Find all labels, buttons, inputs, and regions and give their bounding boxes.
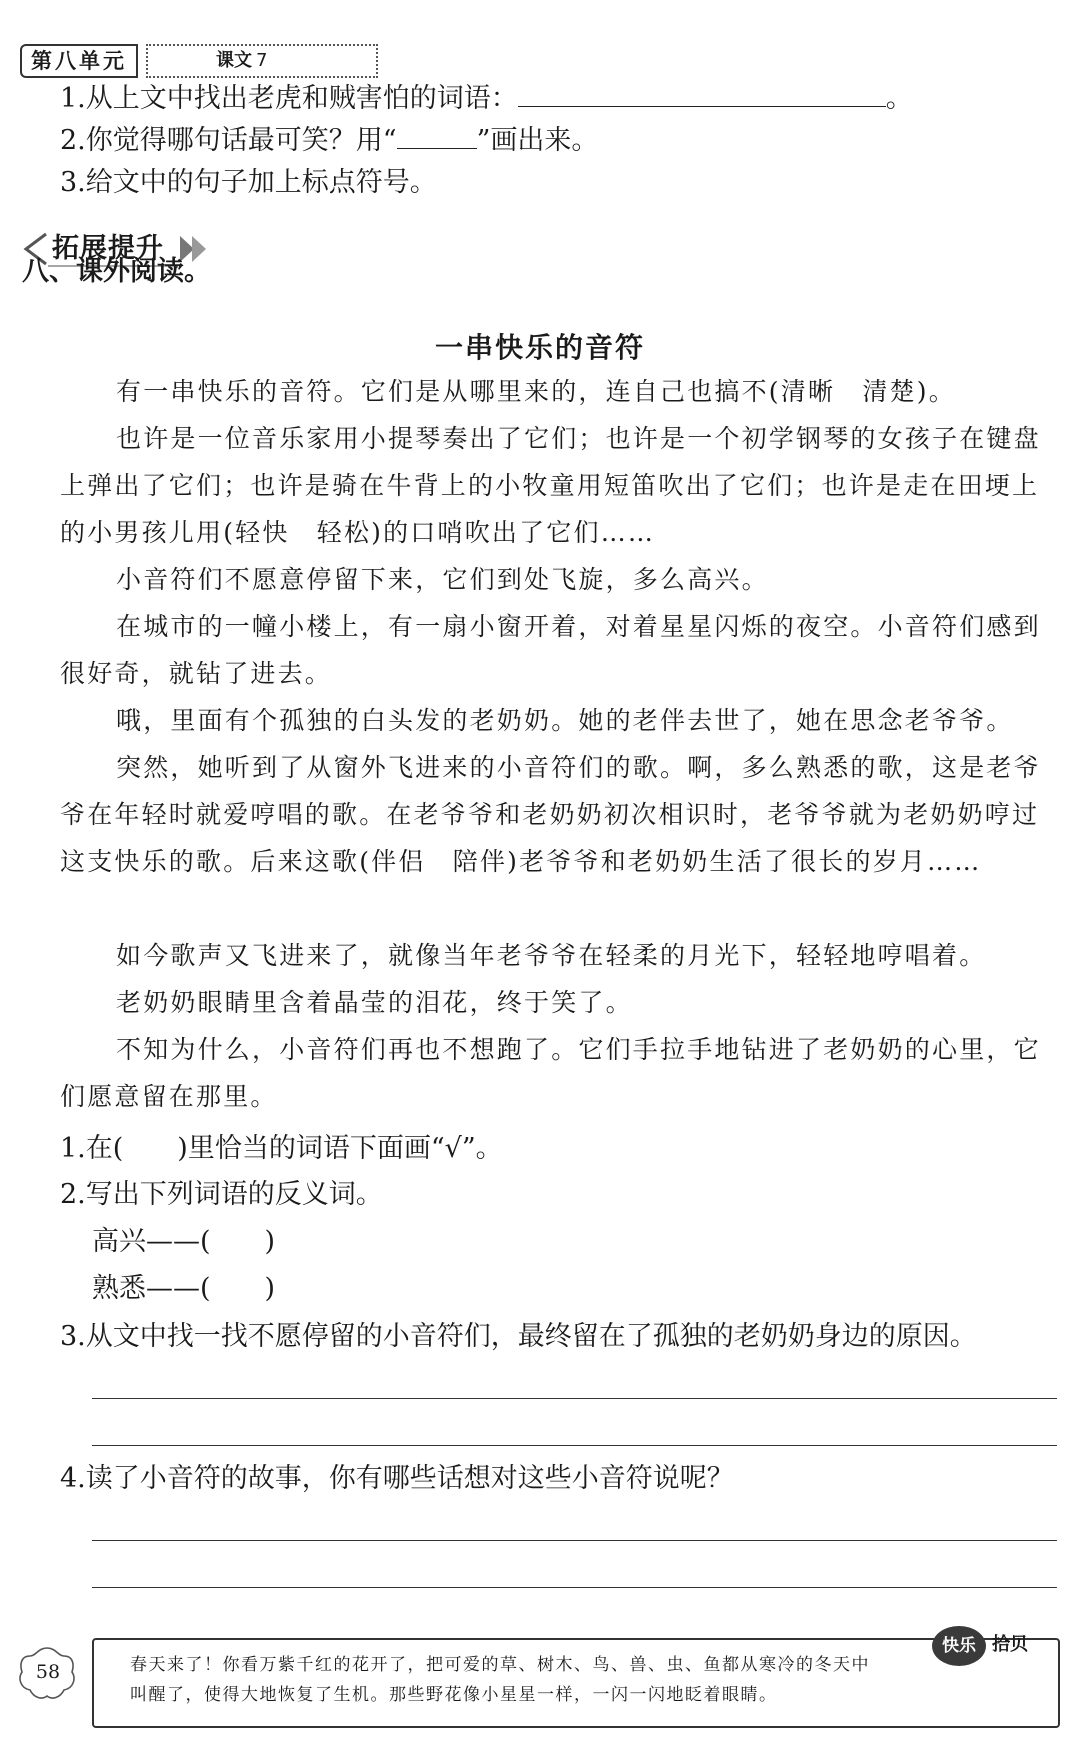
page-number: 58 bbox=[35, 1661, 61, 1683]
underline-sample bbox=[397, 148, 477, 149]
unit-label: 第八单元 bbox=[20, 44, 138, 78]
section-heading: 八、课外阅读。 bbox=[22, 256, 211, 287]
lesson-number: 7 bbox=[256, 50, 268, 71]
antonym-item[interactable]: 高兴——( ) bbox=[92, 1226, 276, 1257]
passage-title: 一串快乐的音符 bbox=[434, 331, 645, 364]
prev-question-1: 1.从上文中找出老虎和贼害怕的词语： 。 bbox=[60, 83, 913, 114]
question-4: 4.读了小音符的故事，你有哪些话想对这些小音符说呢？ bbox=[60, 1463, 734, 1494]
antonym-item[interactable]: 熟悉——( ) bbox=[92, 1273, 276, 1304]
section-tag-label: 拓展提升 bbox=[52, 233, 164, 264]
passage-paragraph: 如今歌声又飞进来了，就像当年老爷爷在轻柔的月光下，轻轻地哼唱着。 bbox=[116, 941, 987, 970]
tip-line: 春天来了！你看万紫千红的花开了，把可爱的草、树木、鸟、兽、虫、鱼都从寒冷的冬天中 bbox=[130, 1655, 870, 1675]
answer-line[interactable] bbox=[92, 1445, 1057, 1446]
passage-paragraph: 不知为什么，小音符们再也不想跑了。它们手拉手地钻进了老奶奶的心里，它们愿意留在那里。 bbox=[60, 1035, 1041, 1111]
prev-question-3: 3.给文中的句子加上标点符号。 bbox=[60, 167, 437, 198]
passage-paragraph: 哦，里面有个孤独的白头发的老奶奶。她的老伴去世了，她在思念老爷爷。 bbox=[116, 706, 1014, 735]
passage-paragraph: 有一串快乐的音符。它们是从哪里来的，连自己也搞不(清晰 清楚)。 bbox=[116, 377, 956, 406]
passage-paragraph: 在城市的一幢小楼上，有一扇小窗开着，对着星星闪烁的夜空。小音符们感到很好奇，就钻了进去。 bbox=[60, 612, 1041, 688]
tip-text bbox=[130, 1650, 970, 1710]
question-1: 1.在( )里恰当的词语下面画“√”。 bbox=[60, 1133, 503, 1164]
tip-line: 叫醒了，使得大地恢复了生机。那些野花像小星星一样，一闪一闪地眨着眼睛。 bbox=[130, 1685, 778, 1705]
answer-line[interactable] bbox=[92, 1398, 1057, 1399]
passage-paragraph: 小音符们不愿意停留下来，它们到处飞旋，多么高兴。 bbox=[116, 565, 769, 594]
tip-badge-label: 拾贝 bbox=[992, 1634, 1028, 1655]
question-3: 3.从文中找一找不愿停留的小音符们，最终留在了孤独的老奶奶身边的原因。 bbox=[60, 1321, 977, 1352]
passage-paragraph: 老奶奶眼睛里含着晶莹的泪花，终于笑了。 bbox=[116, 988, 633, 1017]
passage-paragraph: 也许是一位音乐家用小提琴奏出了它们；也许是一个初学钢琴的女孩子在键盘上弹出了它们；也许是骑在牛背上的小牧童用短笛吹出了它们；也许是走在田埂上的小男孩儿用(轻快 轻松)的口哨吹出了它们…… bbox=[60, 424, 1041, 547]
answer-blank[interactable] bbox=[518, 106, 886, 107]
answer-line[interactable] bbox=[92, 1540, 1057, 1541]
answer-line[interactable] bbox=[92, 1587, 1057, 1588]
lesson-word: 课文 bbox=[216, 50, 252, 71]
prev-question-2: 2.你觉得哪句话最可笑？用“ ”画出来。 bbox=[60, 125, 599, 156]
tip-badge: 快乐 bbox=[932, 1626, 986, 1666]
passage-paragraph: 突然，她听到了从窗外飞进来的小音符们的歌。啊，多么熟悉的歌，这是老爷爷在年轻时就爱哼唱的歌。在老爷爷和老奶奶初次相识时，老爷爷就为老奶奶哼过这支快乐的歌。后来这歌(伴侣 陪伴)老爷爷和老奶奶生活了很长的岁月…… bbox=[60, 753, 1041, 876]
lesson-label bbox=[146, 44, 378, 78]
question-2: 2.写出下列词语的反义词。 bbox=[60, 1179, 383, 1210]
